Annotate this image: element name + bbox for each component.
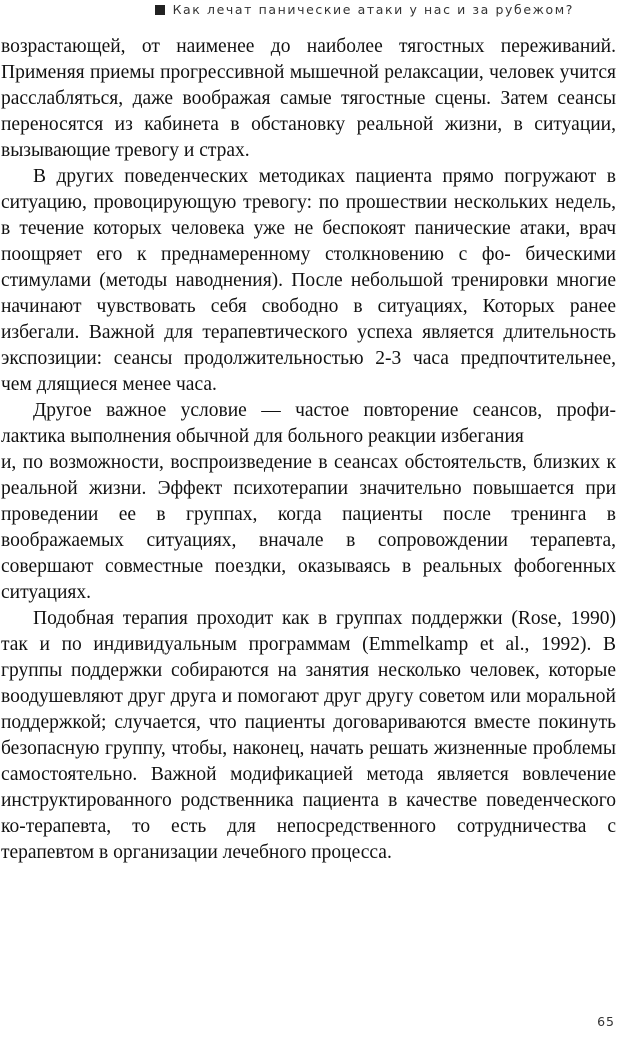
paragraph-group-therapy: и, по возможности, воспроизведение в сеансах обстоятельств, близких к реальной жизни. Эффект психотерапии значительно повышается при проведении ее в группах, когда пациенты после тренинга в воображаемых ситуациях, вначале в сопровождении терапевта, совершают совместные поездки, оказываясь в реальных фобогенных ситуациях. bbox=[1, 452, 616, 603]
body-text bbox=[1, 34, 616, 866]
page-number: 65 bbox=[597, 1014, 615, 1029]
paragraph-immersion-methods: В других поведенческих методиках пациента прямо погружают в ситуацию, провоцирующую тревогу: по прошествии нескольких недель, в течение которых человека уже не беспокоят панические атаки, врач поощряет его к преднамеренному столкновению с фо- бическими стимулами (методы наводнения). После небольшой тренировки многие начинают чувствовать себя свободно в ситуациях, Которых ранее избегали. Важной для терапевтического успеха является длительность экспозиции: сеансы продолжительностью 2-3 часа предпочтительнее, чем длящиеся менее часа. bbox=[1, 166, 616, 395]
paragraph-repetition-condition: Другое важное условие — частое повторение сеансов, профи- лактика выполнения обычной для больного реакции избегания bbox=[1, 400, 616, 447]
paragraph-continuation: возрастающей, от наименее до наиболее тягостных переживаний. Применяя приемы прогрессивной мышечной релаксации, человек учится расслабляться, даже воображая самые тягостные сцены. Затем сеансы переносятся из кабинета в обстановку реальной жизни, в ситуации, вызывающие тревогу и страх. bbox=[1, 36, 616, 161]
square-bullet-icon bbox=[155, 5, 165, 15]
running-header bbox=[155, 2, 574, 17]
running-header-title: Как лечат панические атаки у нас и за рубежом? bbox=[172, 2, 574, 17]
paragraph-support-groups: Подобная терапия проходит как в группах поддержки (Rose, 1990) так и по индивидуальным программам (Emmelkamp et al., 1992). В группы поддержки собираются на занятия несколько человек, которые воодушевляют друг друга и помогают друг другу советом или моральной поддержкой; случается, что пациенты договариваются вместе покинуть безопасную группу, чтобы, наконец, начать решать жизненные проблемы самостоятельно. Важной модификацией метода является вовлечение инструктированного родственника пациента в качестве поведенческого ко-терапевта, то есть для непосредственного сотрудничества с терапевтом в организации лечебного процесса. bbox=[1, 608, 616, 863]
